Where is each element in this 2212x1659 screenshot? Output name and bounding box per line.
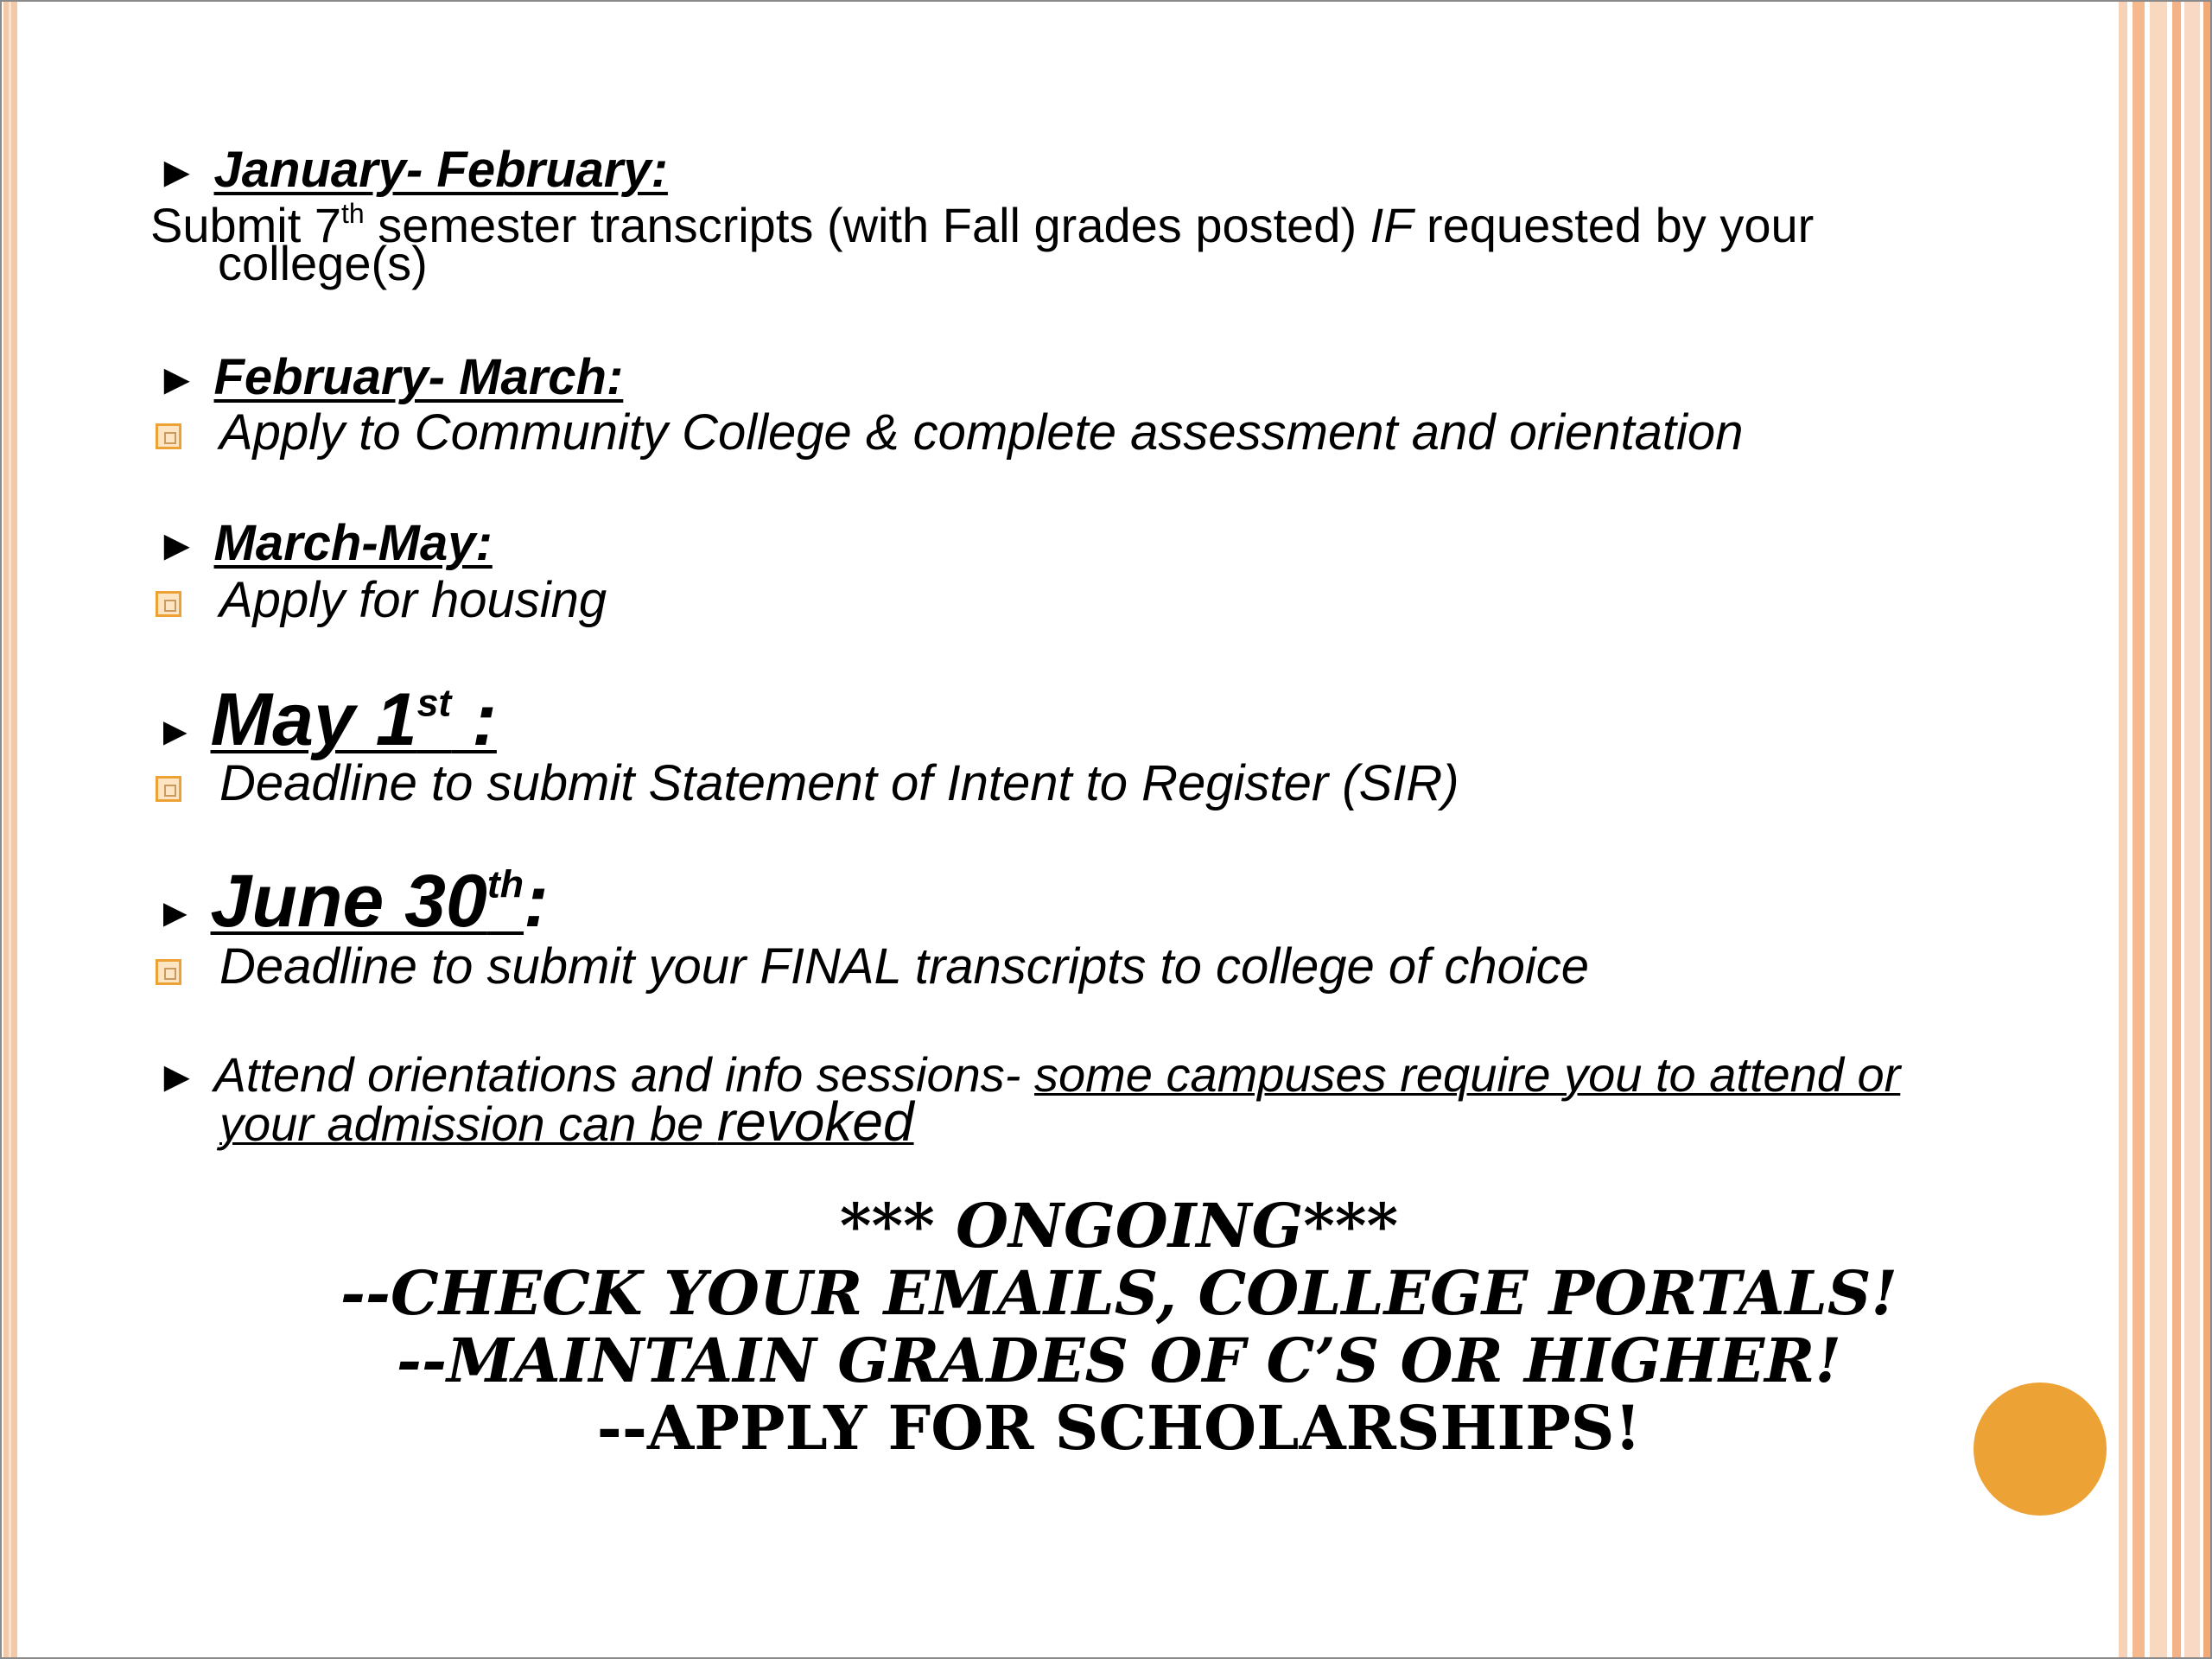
- list-item: Apply for housing: [219, 572, 607, 628]
- square-bullet-icon: [156, 591, 181, 617]
- heading-may-1: [156, 678, 497, 761]
- list-item: Apply to Community College & complete assessment and orientation: [219, 404, 1744, 461]
- ongoing-title: *** ONGOING***: [839, 1190, 1399, 1262]
- heading-label: March-May:: [213, 515, 493, 571]
- transcript-text-cont: college(s): [218, 236, 428, 290]
- arrow-bullet-icon: ►: [156, 709, 195, 753]
- ongoing-line-emails: --CHECK YOUR EMAILS, COLLEGE PORTALS!: [340, 1257, 1898, 1329]
- arrow-bullet-icon: ►: [156, 355, 199, 404]
- square-bullet-icon: [156, 423, 181, 449]
- list-item: Deadline to submit Statement of Intent to Register (SIR): [219, 755, 1459, 811]
- attend-note: ► Attend orientations and info sessions- some campuses require you to attend or your admission can be revoked: [156, 1047, 1901, 1153]
- heading-mar-may: [156, 515, 493, 571]
- heading-feb-mar: [156, 349, 624, 405]
- ongoing-line-grades: --MAINTAIN GRADES OF C’S OR HIGHER!: [396, 1325, 1842, 1396]
- heading-label: June 30th: [210, 860, 524, 943]
- square-bullet-icon: [156, 959, 181, 985]
- heading-label: January- February:: [213, 142, 668, 198]
- heading-label: February- March:: [213, 349, 624, 405]
- arrow-bullet-icon: ►: [156, 148, 199, 196]
- arrow-bullet-icon: ►: [156, 890, 195, 935]
- right-decor-bars: [2113, 2, 2210, 1657]
- list-item: Deadline to submit your FINAL transcripts to college of choice: [219, 938, 1590, 995]
- heading-jan-feb: [156, 142, 668, 198]
- heading-june-30: ► June 30th:: [156, 860, 549, 943]
- ongoing-line-scholarships: --APPLY FOR SCHOLARSHIPS!: [596, 1392, 1642, 1464]
- transcript-text: Submit 7th semester transcripts (with Fall grades posted) IF requested by your: [150, 198, 1815, 252]
- arrow-bullet-icon: ►: [156, 521, 199, 569]
- heading-label: May 1st :: [210, 678, 497, 761]
- ongoing-block: [138, 1192, 2100, 1462]
- square-bullet-icon: [156, 776, 181, 802]
- left-decor-stripe: [3, 2, 17, 1657]
- arrow-bullet-icon: ►: [156, 1052, 199, 1101]
